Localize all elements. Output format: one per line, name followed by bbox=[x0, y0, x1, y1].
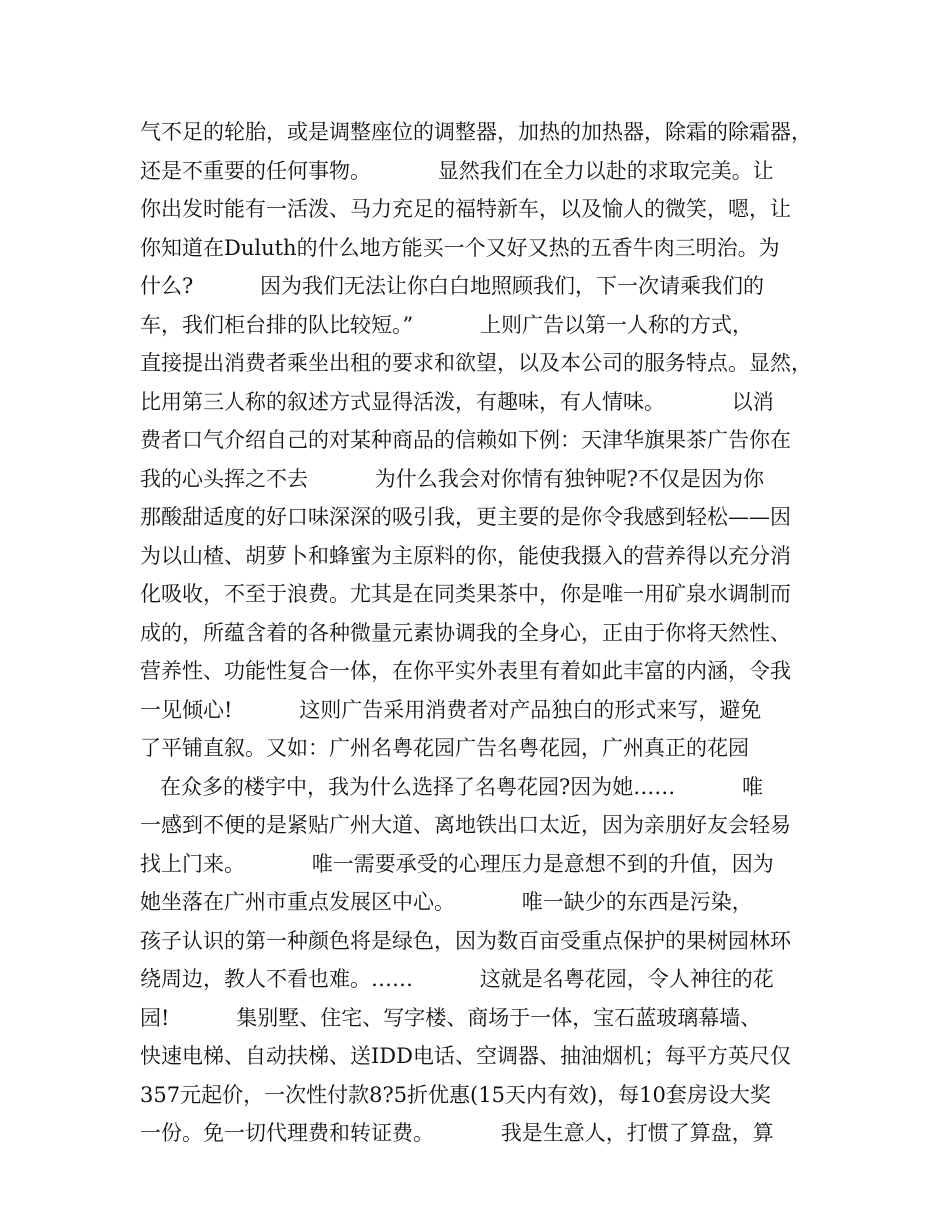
text-line: 我的心头挥之不去 为什么我会对你情有独钟呢?不仅是因为你 bbox=[140, 466, 765, 491]
text-line: 什么? 因为我们无法让你白白地照顾我们，下一次请乘我们的 bbox=[140, 274, 765, 298]
text-line: 车，我们柜台排的队比较短。” 上则广告以第一人称的方式， bbox=[140, 312, 753, 337]
text-line: 化吸收，不至于浪费。尤其是在同类果茶中，你是唯一用矿泉水调制而 bbox=[140, 582, 791, 606]
text-line: 快速电梯、自动扶梯、送IDD电话、空调器、抽油烟机；每平方英尺仅 bbox=[140, 1044, 791, 1068]
text-line: 你知道在Duluth的什么地方能买一个又好又热的五香牛肉三明治。为 bbox=[140, 235, 780, 260]
text-line: 你出发时能有一活泼、马力充足的福特新车，以及愉人的微笑，嗯，让 bbox=[140, 197, 791, 221]
text-line: 比用第三人称的叙述方式显得活泼，有趣味，有人情味。 以消 bbox=[140, 389, 774, 414]
text-line: 找上门来。 唯一需要承受的心理压力是意想不到的升值，因为 bbox=[140, 851, 774, 876]
text-line: 直接提出消费者乘坐出租的要求和欲望，以及本公司的服务特点。显然， bbox=[140, 351, 812, 375]
text-line: 她坐落在广州市重点发展区中心。 唯一缺少的东西是污染， bbox=[140, 890, 753, 914]
text-line: 一感到不便的是紧贴广州大道、离地铁出口太近，因为亲朋好友会轻易 bbox=[140, 813, 791, 837]
text-line: 成的，所蕴含着的各种微量元素协调我的全身心，正由于你将天然性、 bbox=[140, 620, 791, 645]
text-line: 357元起价，一次性付款8?5折优惠(15天内有效)，每10套房设大奖 bbox=[140, 1082, 771, 1107]
text-line: 园! 集别墅、住宅、写字楼、商场于一体，宝石蓝玻璃幕墙、 bbox=[140, 1005, 762, 1030]
body-text bbox=[140, 113, 820, 1153]
text-line: 气不足的轮胎，或是调整座位的调整器，加热的加热器，除霜的除霜器， bbox=[140, 120, 812, 144]
text-line: 一见倾心! 这则广告采用消费者对产品独白的形式来写，避免 bbox=[140, 697, 762, 722]
text-line: 一份。免一切代理费和转证费。 我是生意人，打惯了算盘，算 bbox=[140, 1121, 774, 1145]
text-line: 还是不重要的任何事物。 显然我们在全力以赴的求取完美。让 bbox=[140, 158, 774, 183]
text-line: 费者口气介绍自己的对某种商品的信赖如下例：天津华旗果茶广告你在 bbox=[140, 428, 791, 452]
text-line: 了平铺直叙。又如：广州名粤花园广告名粤花园，广州真正的花园 bbox=[140, 736, 749, 760]
text-line: 那酸甜适度的好口味深深的吸引我，更主要的是你令我感到轻松——因 bbox=[140, 505, 791, 529]
text-line: 为以山楂、胡萝卜和蜂蜜为主原料的你，能使我摄入的营养得以充分消 bbox=[140, 543, 791, 568]
text-line: 孩子认识的第一种颜色将是绿色，因为数百亩受重点保护的果树园林环 bbox=[140, 928, 791, 953]
text-line: 在众多的楼宇中，我为什么选择了名粤花园?因为她…… 唯 bbox=[140, 774, 764, 799]
text-line: 绕周边，教人不看也难。…… 这就是名粤花园，令人神往的花 bbox=[140, 967, 774, 991]
text-line: 营养性、功能性复合一体，在你平实外表里有着如此丰富的内涵，令我 bbox=[140, 659, 791, 683]
